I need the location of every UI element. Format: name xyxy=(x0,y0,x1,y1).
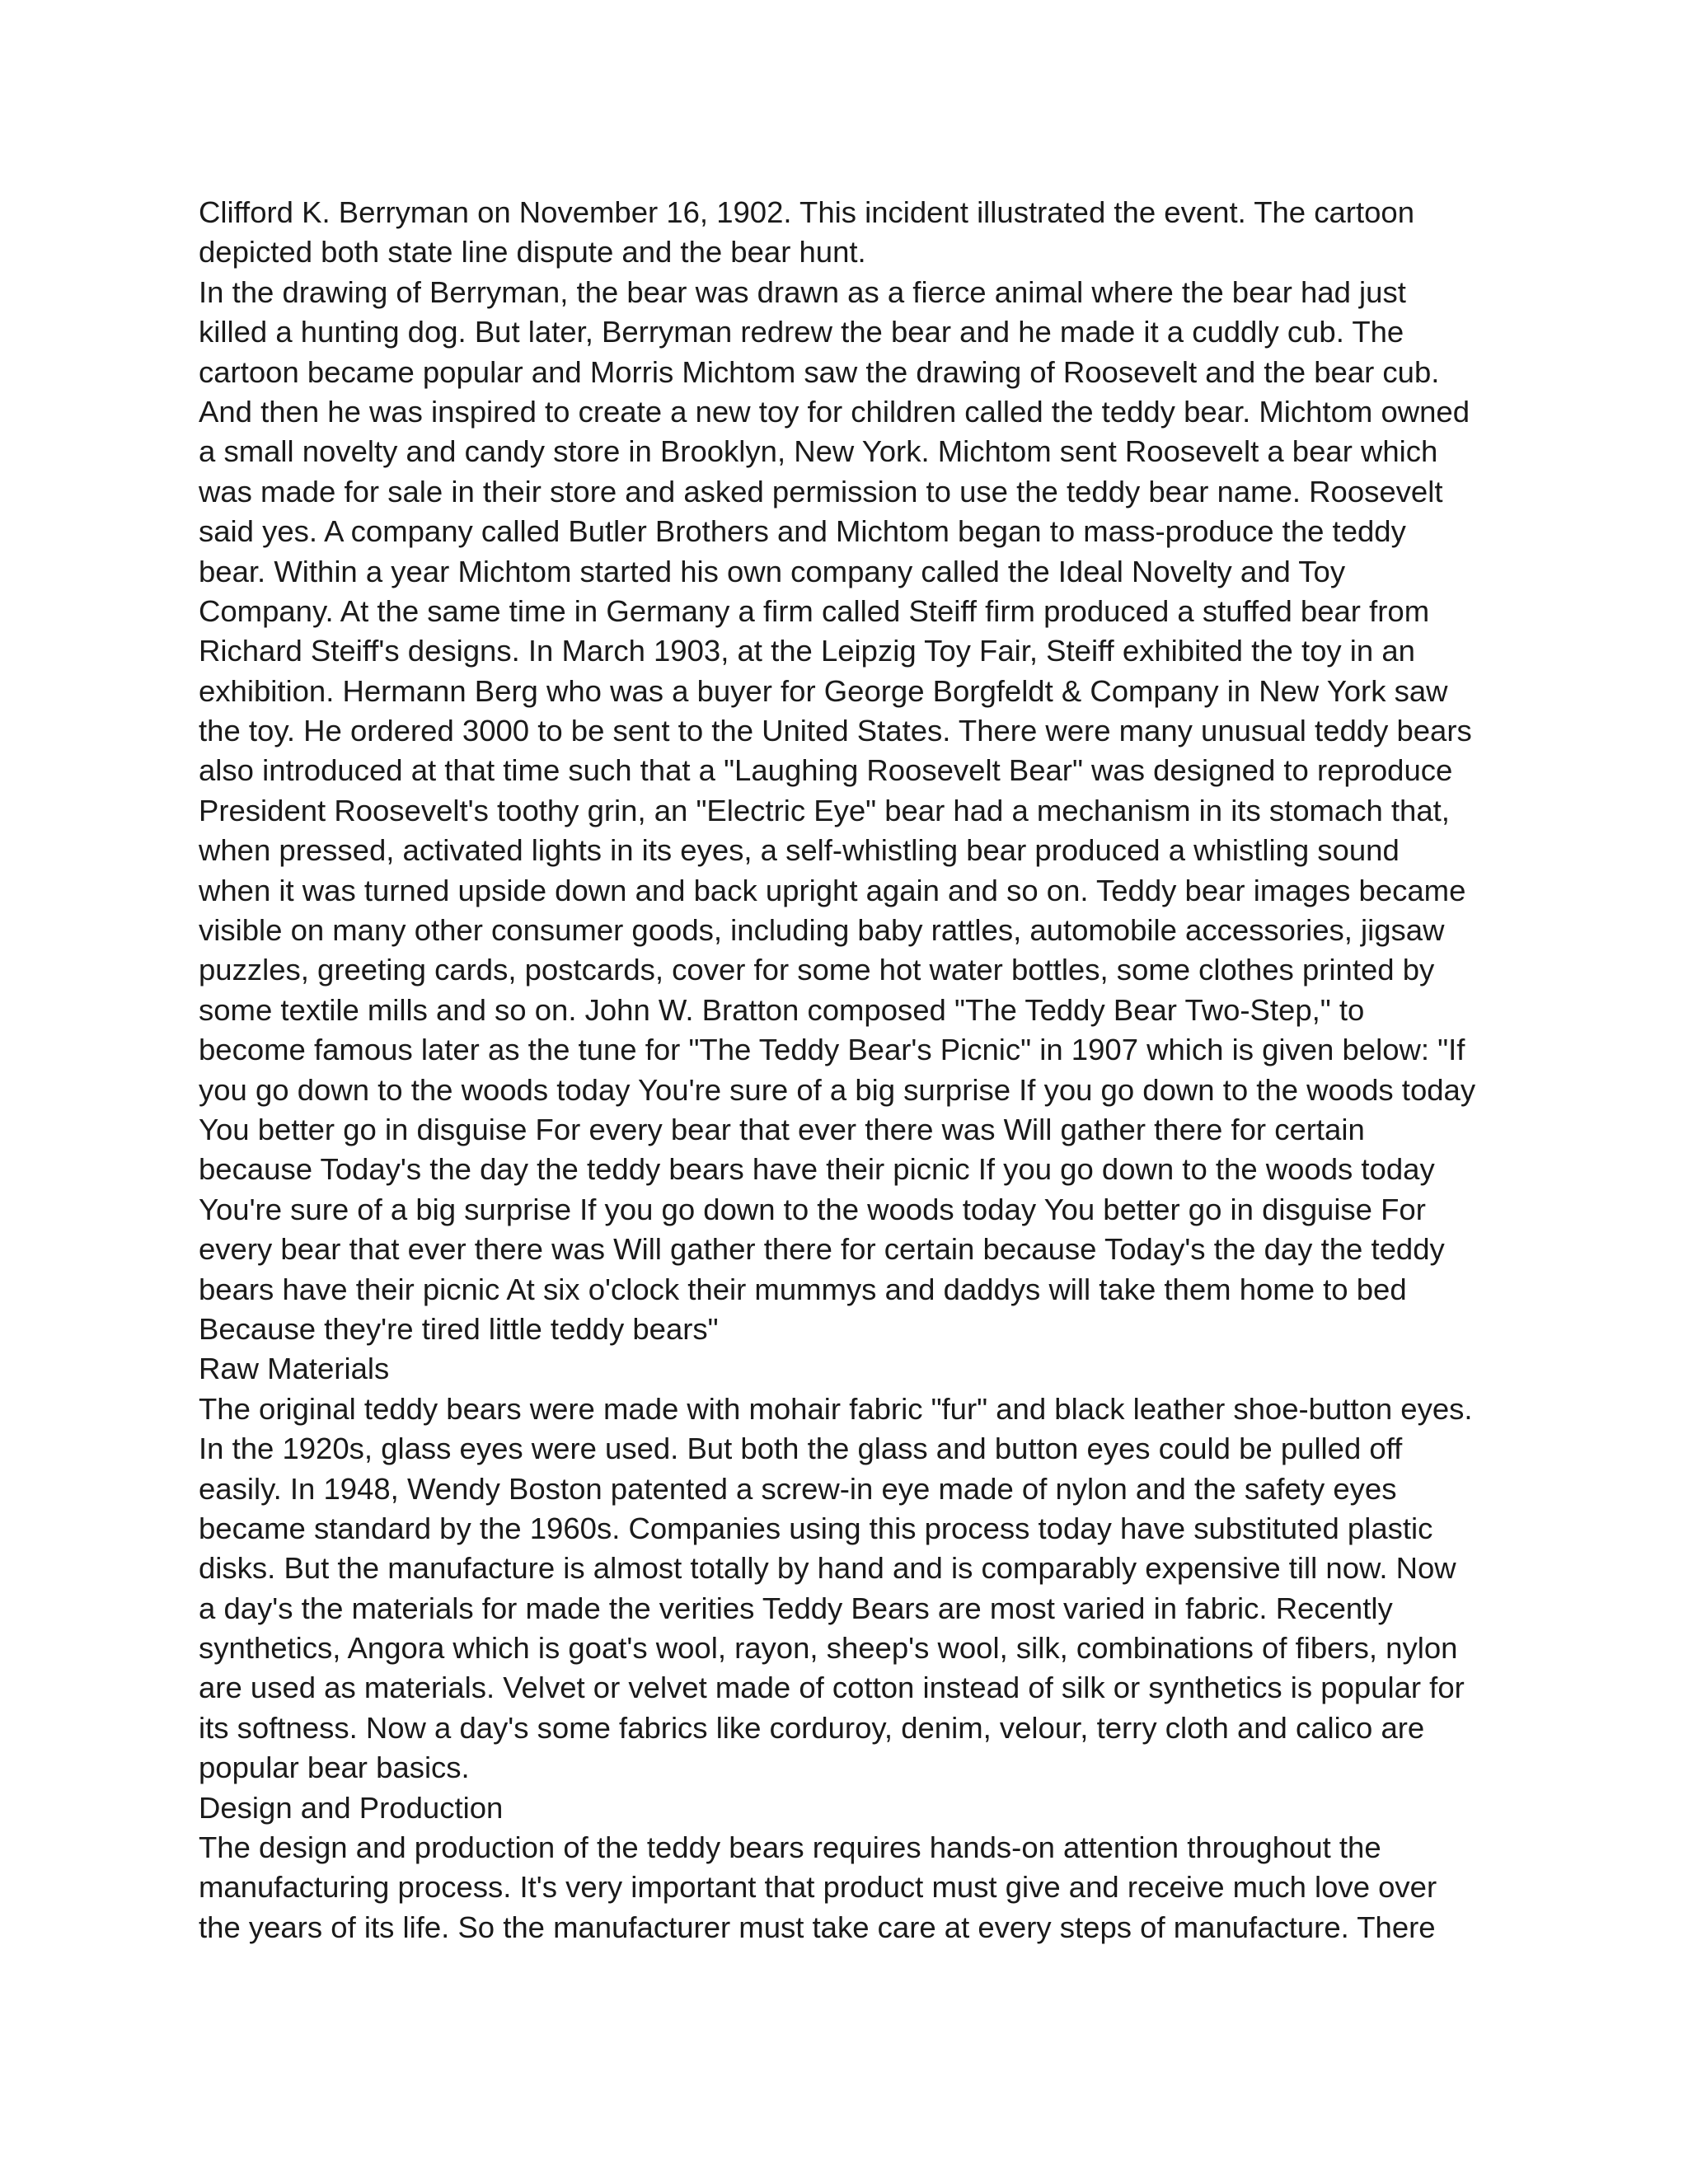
text-line: You better go in disguise For every bear that ever there was Will gather there for certain xyxy=(199,1112,1365,1146)
text-line: manufacturing process. It's very important that product must give and receive much love over xyxy=(199,1870,1437,1905)
text-line: Raw Materials xyxy=(199,1352,390,1386)
text-line: are used as materials. Velvet or velvet made of cotton instead of silk or synthetics is popular for xyxy=(199,1671,1465,1705)
text-line: cartoon became popular and Morris Michtom saw the drawing of Roosevelt and the bear cub. xyxy=(199,354,1440,389)
text-line: exhibition. Hermann Berg who was a buyer for George Borgfeldt & Company in New York saw xyxy=(199,673,1448,708)
text-line: the toy. He ordered 3000 to be sent to the United States. There were many unusual teddy bears xyxy=(199,714,1472,748)
text-line: also introduced at that time such that a "Laughing Roosevelt Bear" was designed to reproduce xyxy=(199,753,1453,788)
text-line: visible on many other consumer goods, including baby rattles, automobile accessories, jigsaw xyxy=(199,913,1445,948)
text-line: said yes. A company called Butler Brothers and Michtom began to mass-produce the teddy xyxy=(199,514,1406,549)
text-line: And then he was inspired to create a new toy for children called the teddy bear. Michtom owned xyxy=(199,394,1470,429)
text-line: easily. In 1948, Wendy Boston patented a screw-in eye made of nylon and the safety eyes xyxy=(199,1471,1397,1506)
text-line: bear. Within a year Michtom started his own company called the Ideal Novelty and Toy xyxy=(199,554,1346,588)
text-line: because Today's the day the teddy bears have their picnic If you go down to the woods today xyxy=(199,1152,1435,1187)
text-line: the years of its life. So the manufacturer must take care at every steps of manufacture. There xyxy=(199,1910,1436,1944)
text-line: you go down to the woods today You're sure of a big surprise If you go down to the woods today xyxy=(199,1072,1476,1107)
text-line: disks. But the manufacture is almost totally by hand and is comparably expensive till now. Now xyxy=(199,1551,1456,1586)
text-line: You're sure of a big surprise If you go down to the woods today You better go in disguise For xyxy=(199,1192,1426,1226)
text-line: puzzles, greeting cards, postcards, cover for some hot water bottles, some clothes printed by xyxy=(199,953,1435,987)
text-line: some textile mills and so on. John W. Bratton composed "The Teddy Bear Two-Step," to xyxy=(199,992,1365,1027)
text-line: depicted both state line dispute and the bear hunt. xyxy=(199,235,866,269)
text-line: Company. At the same time in Germany a firm called Steiff firm produced a stuffed bear from xyxy=(199,593,1430,628)
text-line: In the drawing of Berryman, the bear was drawn as a fierce animal where the bear had just xyxy=(199,274,1406,309)
text-line: synthetics, Angora which is goat's wool, rayon, sheep's wool, silk, combinations of fibers, nylon xyxy=(199,1631,1458,1666)
text-line: killed a hunting dog. But later, Berryman redrew the bear and he made it a cuddly cub. The xyxy=(199,315,1404,349)
text-line: a small novelty and candy store in Brooklyn, New York. Michtom sent Roosevelt a bear which xyxy=(199,434,1438,469)
text-line: Design and Production xyxy=(199,1790,504,1825)
text-line: become famous later as the tune for "The Teddy Bear's Picnic" in 1907 which is given below: "If xyxy=(199,1033,1465,1067)
text-line: President Roosevelt's toothy grin, an "Electric Eye" bear had a mechanism in its stomach that, xyxy=(199,793,1450,827)
text-line: was made for sale in their store and asked permission to use the teddy bear name. Roosevelt xyxy=(199,474,1443,509)
text-line: popular bear basics. xyxy=(199,1750,470,1785)
text-line: became standard by the 1960s. Companies using this process today have substituted plastic xyxy=(199,1511,1433,1545)
text-line: a day's the materials for made the verities Teddy Bears are most varied in fabric. Recently xyxy=(199,1591,1393,1625)
text-line: when pressed, activated lights in its eyes, a self-whistling bear produced a whistling sound xyxy=(199,833,1400,868)
text-line: The original teddy bears were made with mohair fabric "fur" and black leather shoe-button eyes. xyxy=(199,1391,1473,1426)
text-line: bears have their picnic At six o'clock their mummys and daddys will take them home to bed xyxy=(199,1272,1407,1306)
text-line: Richard Steiff's designs. In March 1903, at the Leipzig Toy Fair, Steiff exhibited the toy in an xyxy=(199,634,1415,668)
text-line: In the 1920s, glass eyes were used. But both the glass and button eyes could be pulled off xyxy=(199,1432,1403,1466)
text-line: Because they're tired little teddy bears" xyxy=(199,1311,719,1346)
text-line: every bear that ever there was Will gather there for certain because Today's the day the teddy xyxy=(199,1232,1445,1267)
text-line: its softness. Now a day's some fabrics like corduroy, denim, velour, terry cloth and calico are xyxy=(199,1710,1425,1745)
document-page xyxy=(199,193,1501,1947)
text-line: The design and production of the teddy bears requires hands-on attention throughout the xyxy=(199,1830,1381,1865)
text-line: Clifford K. Berryman on November 16, 1902. This incident illustrated the event. The cartoon xyxy=(199,195,1414,229)
text-line: when it was turned upside down and back upright again and so on. Teddy bear images became xyxy=(199,873,1466,907)
